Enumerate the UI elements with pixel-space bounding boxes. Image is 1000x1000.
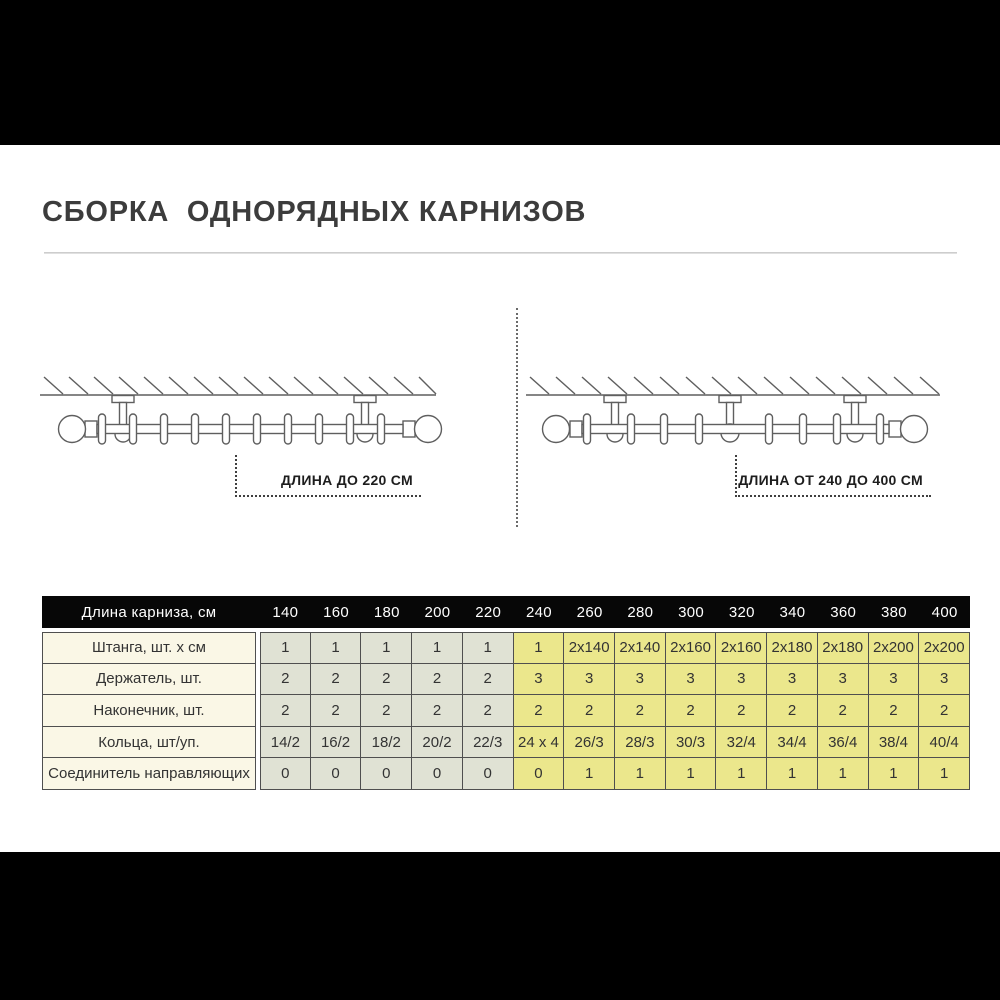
row-label: Держатель, шт. xyxy=(42,664,256,696)
column-header: 200 xyxy=(424,603,451,621)
table-cell: 2х200 xyxy=(919,632,970,664)
table-cell: 3 xyxy=(615,664,666,696)
row-label: Наконечник, шт. xyxy=(42,695,256,727)
table-cell: 1 xyxy=(767,758,818,790)
column-header: 180 xyxy=(373,603,400,621)
column-header: 400 xyxy=(931,603,958,621)
table-cell: 38/4 xyxy=(869,727,920,759)
table-cell: 2х200 xyxy=(869,632,920,664)
bottom-black-bar xyxy=(0,852,1000,1000)
table-cell: 2 xyxy=(260,695,311,727)
table-cell: 2х180 xyxy=(818,632,869,664)
table-cell: 1 xyxy=(361,632,412,664)
table-cell: 2 xyxy=(919,695,970,727)
assembly-table xyxy=(42,596,970,790)
diagram-divider-dotted xyxy=(516,308,518,527)
dimension-text: ДЛИНА ОТ 240 ДО 400 СМ xyxy=(738,472,923,488)
table-cell: 0 xyxy=(311,758,362,790)
table-cell: 2 xyxy=(463,695,514,727)
column-header: 220 xyxy=(475,603,502,621)
table-cell: 18/2 xyxy=(361,727,412,759)
table-cell: 3 xyxy=(514,664,565,696)
top-black-bar xyxy=(0,0,1000,145)
table-cell: 2 xyxy=(716,695,767,727)
table-cell: 1 xyxy=(311,632,362,664)
table-cell: 2 xyxy=(412,695,463,727)
diagram-rod-long xyxy=(510,300,950,540)
column-header: 160 xyxy=(323,603,350,621)
table-cell: 2 xyxy=(767,695,818,727)
row-label: Штанга, шт. х см xyxy=(42,632,256,664)
table-cell: 2 xyxy=(311,695,362,727)
table-cell: 0 xyxy=(514,758,565,790)
table-cell: 2 xyxy=(260,664,311,696)
table-cell: 2 xyxy=(463,664,514,696)
table-cell: 1 xyxy=(919,758,970,790)
table-row xyxy=(42,664,970,696)
dimension-text: ДЛИНА ДО 220 СМ xyxy=(280,472,413,488)
table-cell: 2 xyxy=(514,695,565,727)
column-header: 140 xyxy=(272,603,299,621)
column-header: 320 xyxy=(728,603,755,621)
column-header: 300 xyxy=(678,603,705,621)
table-cell: 40/4 xyxy=(919,727,970,759)
finial-ball xyxy=(415,416,442,443)
table-cell: 3 xyxy=(666,664,717,696)
table-cell: 3 xyxy=(818,664,869,696)
bracket xyxy=(844,396,866,443)
table-cell: 30/3 xyxy=(666,727,717,759)
table-cell: 22/3 xyxy=(463,727,514,759)
table-cell: 2х160 xyxy=(716,632,767,664)
table-cell: 1 xyxy=(260,632,311,664)
table-cell: 34/4 xyxy=(767,727,818,759)
bracket-with-connector xyxy=(719,396,741,443)
table-cell: 2х180 xyxy=(767,632,818,664)
table-cell: 3 xyxy=(767,664,818,696)
finial-ball xyxy=(543,416,570,443)
table-cell: 0 xyxy=(463,758,514,790)
column-header: 240 xyxy=(525,603,552,621)
row-label: Соединитель направляющих xyxy=(42,758,256,790)
table-header-row xyxy=(42,596,970,628)
table-cell: 20/2 xyxy=(412,727,463,759)
table-cell: 3 xyxy=(564,664,615,696)
table-cell: 24 х 4 xyxy=(514,727,565,759)
table-body xyxy=(42,632,970,790)
finial-ball xyxy=(901,416,928,443)
rod-drawing-short xyxy=(30,300,470,540)
row-label: Кольца, шт/уп. xyxy=(42,727,256,759)
page-title: СБОРКА ОДНОРЯДНЫХ КАРНИЗОВ xyxy=(42,196,587,228)
table-cell: 0 xyxy=(412,758,463,790)
table-cell: 0 xyxy=(361,758,412,790)
table-cell: 2 xyxy=(818,695,869,727)
table-cell: 16/2 xyxy=(311,727,362,759)
table-cell: 1 xyxy=(463,632,514,664)
table-cell: 1 xyxy=(514,632,565,664)
table-cell: 14/2 xyxy=(260,727,311,759)
table-cell: 0 xyxy=(260,758,311,790)
table-cell: 1 xyxy=(716,758,767,790)
title-divider xyxy=(44,252,957,254)
table-cell: 3 xyxy=(919,664,970,696)
table-cell: 3 xyxy=(869,664,920,696)
table-cell: 2 xyxy=(666,695,717,727)
table-row xyxy=(42,758,970,790)
table-cell: 36/4 xyxy=(818,727,869,759)
table-cell: 3 xyxy=(716,664,767,696)
ceiling-hatch xyxy=(44,377,436,394)
dimension-label-short xyxy=(235,455,421,497)
table-cell: 2 xyxy=(564,695,615,727)
table-cell: 26/3 xyxy=(564,727,615,759)
column-header: 280 xyxy=(627,603,654,621)
table-cell: 2х140 xyxy=(564,632,615,664)
table-cell: 1 xyxy=(869,758,920,790)
column-header: 260 xyxy=(576,603,603,621)
table-cell: 2х160 xyxy=(666,632,717,664)
table-cell: 2 xyxy=(615,695,666,727)
bracket xyxy=(354,396,376,443)
table-header-label: Длина карниза, см xyxy=(81,603,217,621)
table-cell: 1 xyxy=(666,758,717,790)
table-row xyxy=(42,727,970,759)
table-cell: 2 xyxy=(412,664,463,696)
table-cell: 2 xyxy=(869,695,920,727)
table-cell: 1 xyxy=(615,758,666,790)
diagram-rod-short xyxy=(30,300,470,540)
rod-drawing-long xyxy=(510,300,950,540)
column-header: 380 xyxy=(880,603,907,621)
table-cell: 1 xyxy=(818,758,869,790)
table-cell: 1 xyxy=(564,758,615,790)
column-header: 340 xyxy=(779,603,806,621)
ceiling-hatch xyxy=(530,377,939,394)
column-header: 360 xyxy=(830,603,857,621)
table-cell: 2 xyxy=(311,664,362,696)
table-cell: 2 xyxy=(361,664,412,696)
table-cell: 32/4 xyxy=(716,727,767,759)
finial-ball xyxy=(59,416,86,443)
table-cell: 2х140 xyxy=(615,632,666,664)
table-row xyxy=(42,695,970,727)
bracket xyxy=(604,396,626,443)
table-cell: 2 xyxy=(361,695,412,727)
table-cell: 28/3 xyxy=(615,727,666,759)
table-cell: 1 xyxy=(412,632,463,664)
table-row xyxy=(42,632,970,664)
dimension-label-long xyxy=(735,455,931,497)
